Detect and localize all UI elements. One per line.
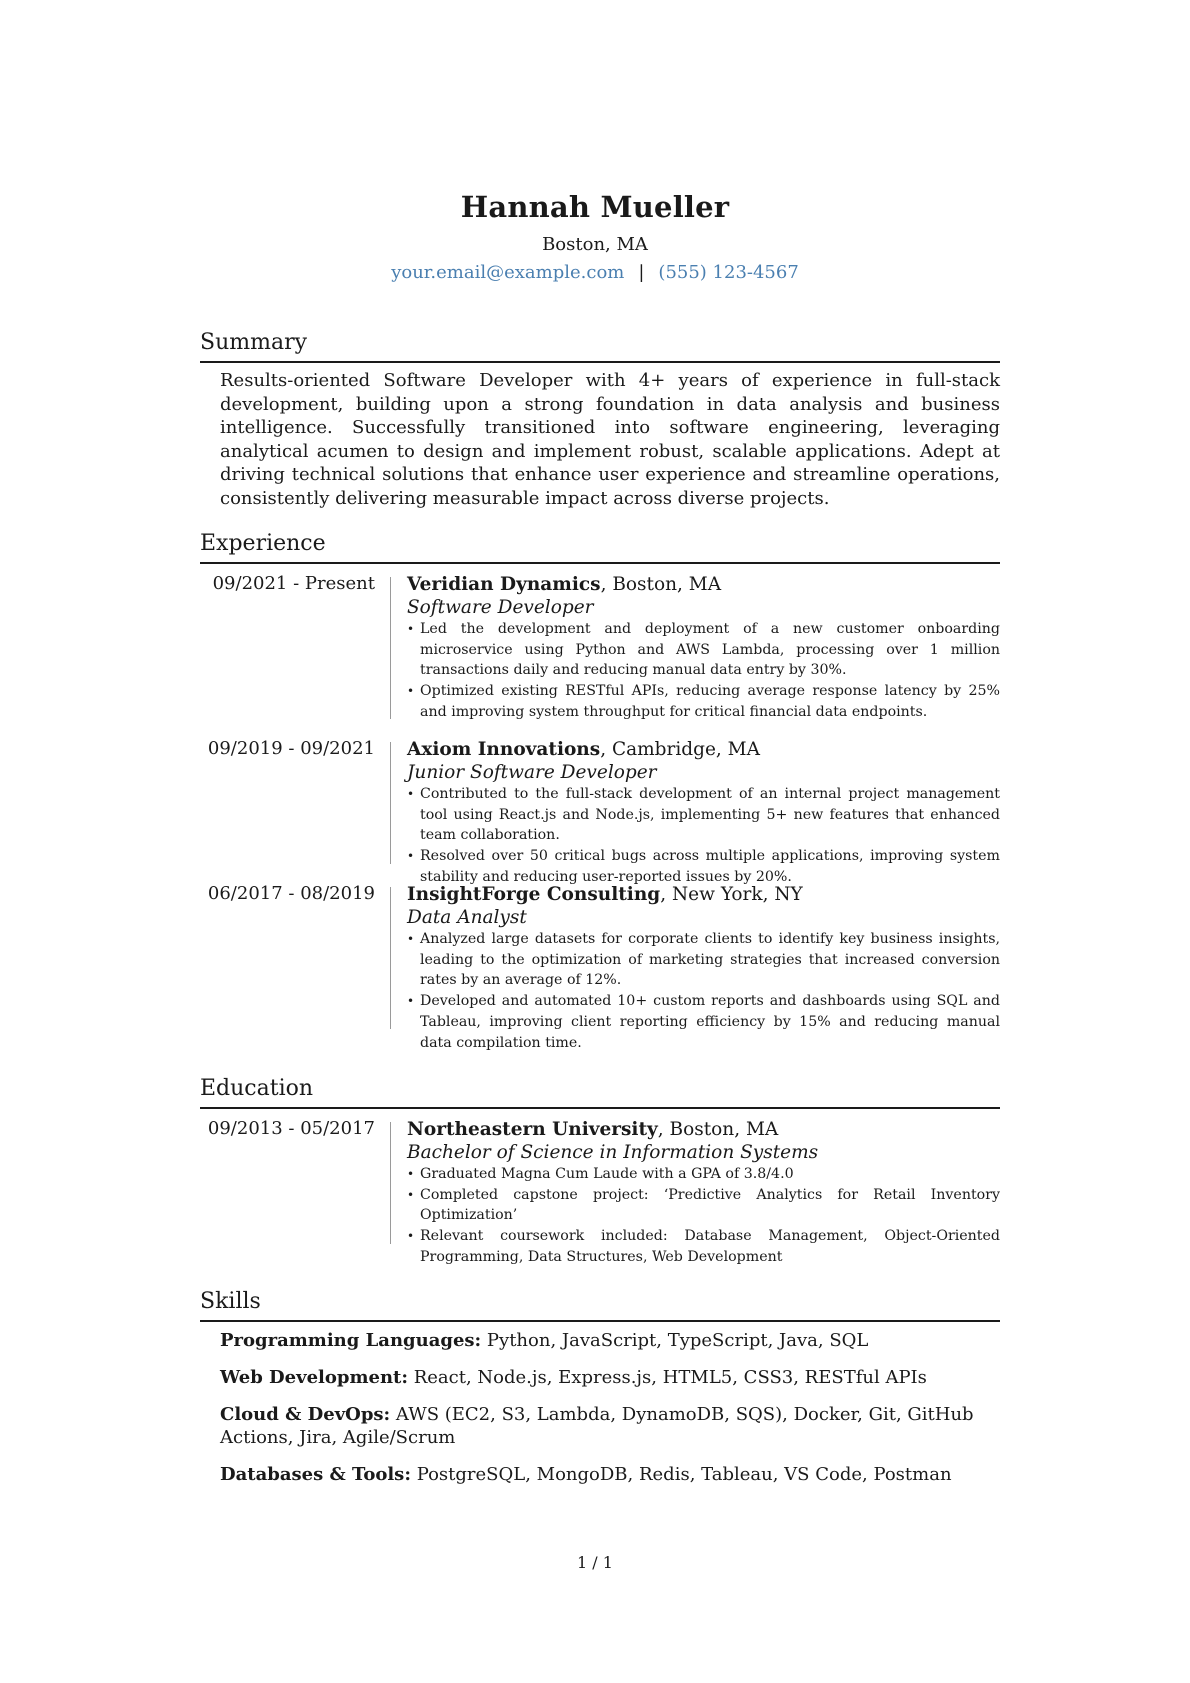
bullet-item: • Resolved over 50 critical bugs across multiple applications, improving system stability and reducing user-reported issues by 20%. — [407, 846, 1000, 887]
company-name: Axiom Innovations — [407, 739, 601, 760]
bullet-item: • Graduated Magna Cum Laude with a GPA of 3.8/4.0 — [407, 1164, 1000, 1185]
bullet-item: • Contributed to the full-stack development of an internal project management tool using React.js and Node.js, implementing 5+ new features that enhanced team collaboration. — [407, 784, 1000, 846]
email-link[interactable]: your.email@example.com — [391, 262, 625, 283]
entry-body — [407, 883, 1000, 1053]
timeline-line — [390, 577, 391, 719]
skill-values: Python, JavaScript, TypeScript, Java, SQL — [481, 1330, 869, 1351]
candidate-name: Hannah Mueller — [460, 190, 730, 224]
bullet-item: • Optimized existing RESTful APIs, reducing average response latency by 25% and improving system throughput for critical financial data endpoints. — [407, 681, 1000, 722]
bullet-item: • Completed capstone project: ‘Predictive Analytics for Retail Inventory Optimization’ — [407, 1185, 1000, 1226]
section-divider — [200, 1107, 1000, 1109]
entry-organization — [407, 1118, 1000, 1141]
section-title-skills: Skills — [200, 1289, 261, 1314]
skills-list — [220, 1329, 1010, 1500]
company-name: InsightForge Consulting — [407, 884, 661, 905]
section-divider — [200, 1320, 1000, 1322]
bullet-list — [407, 784, 1000, 888]
section-title-experience: Experience — [200, 531, 326, 556]
job-title: Software Developer — [407, 597, 594, 618]
skill-values: PostgreSQL, MongoDB, Redis, Tableau, VS Code, Postman — [410, 1464, 952, 1485]
skill-row — [220, 1329, 1010, 1352]
skill-category: Cloud & DevOps: — [220, 1404, 391, 1425]
timeline-line — [390, 1122, 391, 1244]
section-divider — [200, 361, 1000, 363]
skill-category: Databases & Tools: — [220, 1464, 411, 1485]
skill-category: Web Development: — [220, 1367, 408, 1388]
contact-line — [0, 262, 1190, 283]
bullet-list — [407, 1164, 1000, 1268]
company-name: Veridian Dynamics — [407, 574, 601, 595]
skill-row — [220, 1403, 1010, 1449]
entry-date: 09/2019 - 09/2021 — [207, 738, 375, 759]
entry-body — [407, 573, 1000, 723]
bullet-list — [407, 619, 1000, 723]
section-divider — [200, 562, 1000, 564]
bullet-item: • Developed and automated 10+ custom reports and dashboards using SQL and Tableau, improving client reporting efficiency by 15% and reducing manual data compilation time. — [407, 991, 1000, 1053]
skill-category: Programming Languages: — [220, 1330, 482, 1351]
job-title: Junior Software Developer — [407, 762, 657, 783]
phone-link[interactable]: (555) 123-4567 — [658, 262, 799, 283]
page-number: 1 / 1 — [577, 1553, 613, 1572]
contact-separator: | — [638, 262, 645, 283]
candidate-location: Boston, MA — [542, 234, 648, 255]
section-title-summary: Summary — [200, 330, 308, 355]
entry-date: 09/2021 - Present — [212, 573, 375, 594]
skill-values: AWS (EC2, S3, Lambda, DynamoDB, SQS), Docker, Git, GitHub Actions, Jira, Agile/Scrum — [220, 1404, 974, 1448]
entry-body — [407, 1118, 1000, 1268]
bullet-item: • Analyzed large datasets for corporate clients to identify key business insights, leading to the optimization of marketing strategies that increased conversion rates by an average of 12%. — [407, 929, 1000, 991]
skill-values: React, Node.js, Express.js, HTML5, CSS3, RESTful APIs — [408, 1367, 927, 1388]
company-location: , New York, NY — [660, 884, 803, 905]
timeline-line — [390, 742, 391, 864]
school-name: Northeastern University — [407, 1119, 658, 1140]
degree-title: Bachelor of Science in Information Systems — [407, 1142, 819, 1163]
bullet-item: • Led the development and deployment of a new customer onboarding microservice using Python and AWS Lambda, processing over 1 million transactions daily and reducing manual data entry by 30%. — [407, 619, 1000, 681]
job-title: Data Analyst — [407, 907, 527, 928]
entry-date: 09/2013 - 05/2017 — [207, 1118, 375, 1139]
timeline-line — [390, 887, 391, 1029]
entry-body — [407, 738, 1000, 888]
entry-date: 06/2017 - 08/2019 — [207, 883, 375, 904]
bullet-item: • Relevant coursework included: Database Management, Object-Oriented Programming, Data Structures, Web Development — [407, 1226, 1000, 1267]
entry-organization — [407, 883, 1000, 906]
entry-organization — [407, 573, 1000, 596]
summary-text: Results-oriented Software Developer with 4+ years of experience in full-stack development, building upon a strong foundation in data analysis and business intelligence. Successfully transitioned into software engineering, leveraging analytical acumen to design and implement robust, scalable applications. Adept at driving technical solutions that enhance user experience and streamline operations, consistently delivering measurable impact across diverse projects. — [220, 370, 1000, 509]
school-location: , Boston, MA — [657, 1119, 779, 1140]
company-location: , Boston, MA — [600, 574, 722, 595]
bullet-list — [407, 929, 1000, 1053]
skill-row — [220, 1366, 1010, 1389]
section-title-education: Education — [200, 1076, 314, 1101]
company-location: , Cambridge, MA — [600, 739, 760, 760]
skill-row — [220, 1463, 1010, 1486]
entry-organization — [407, 738, 1000, 761]
